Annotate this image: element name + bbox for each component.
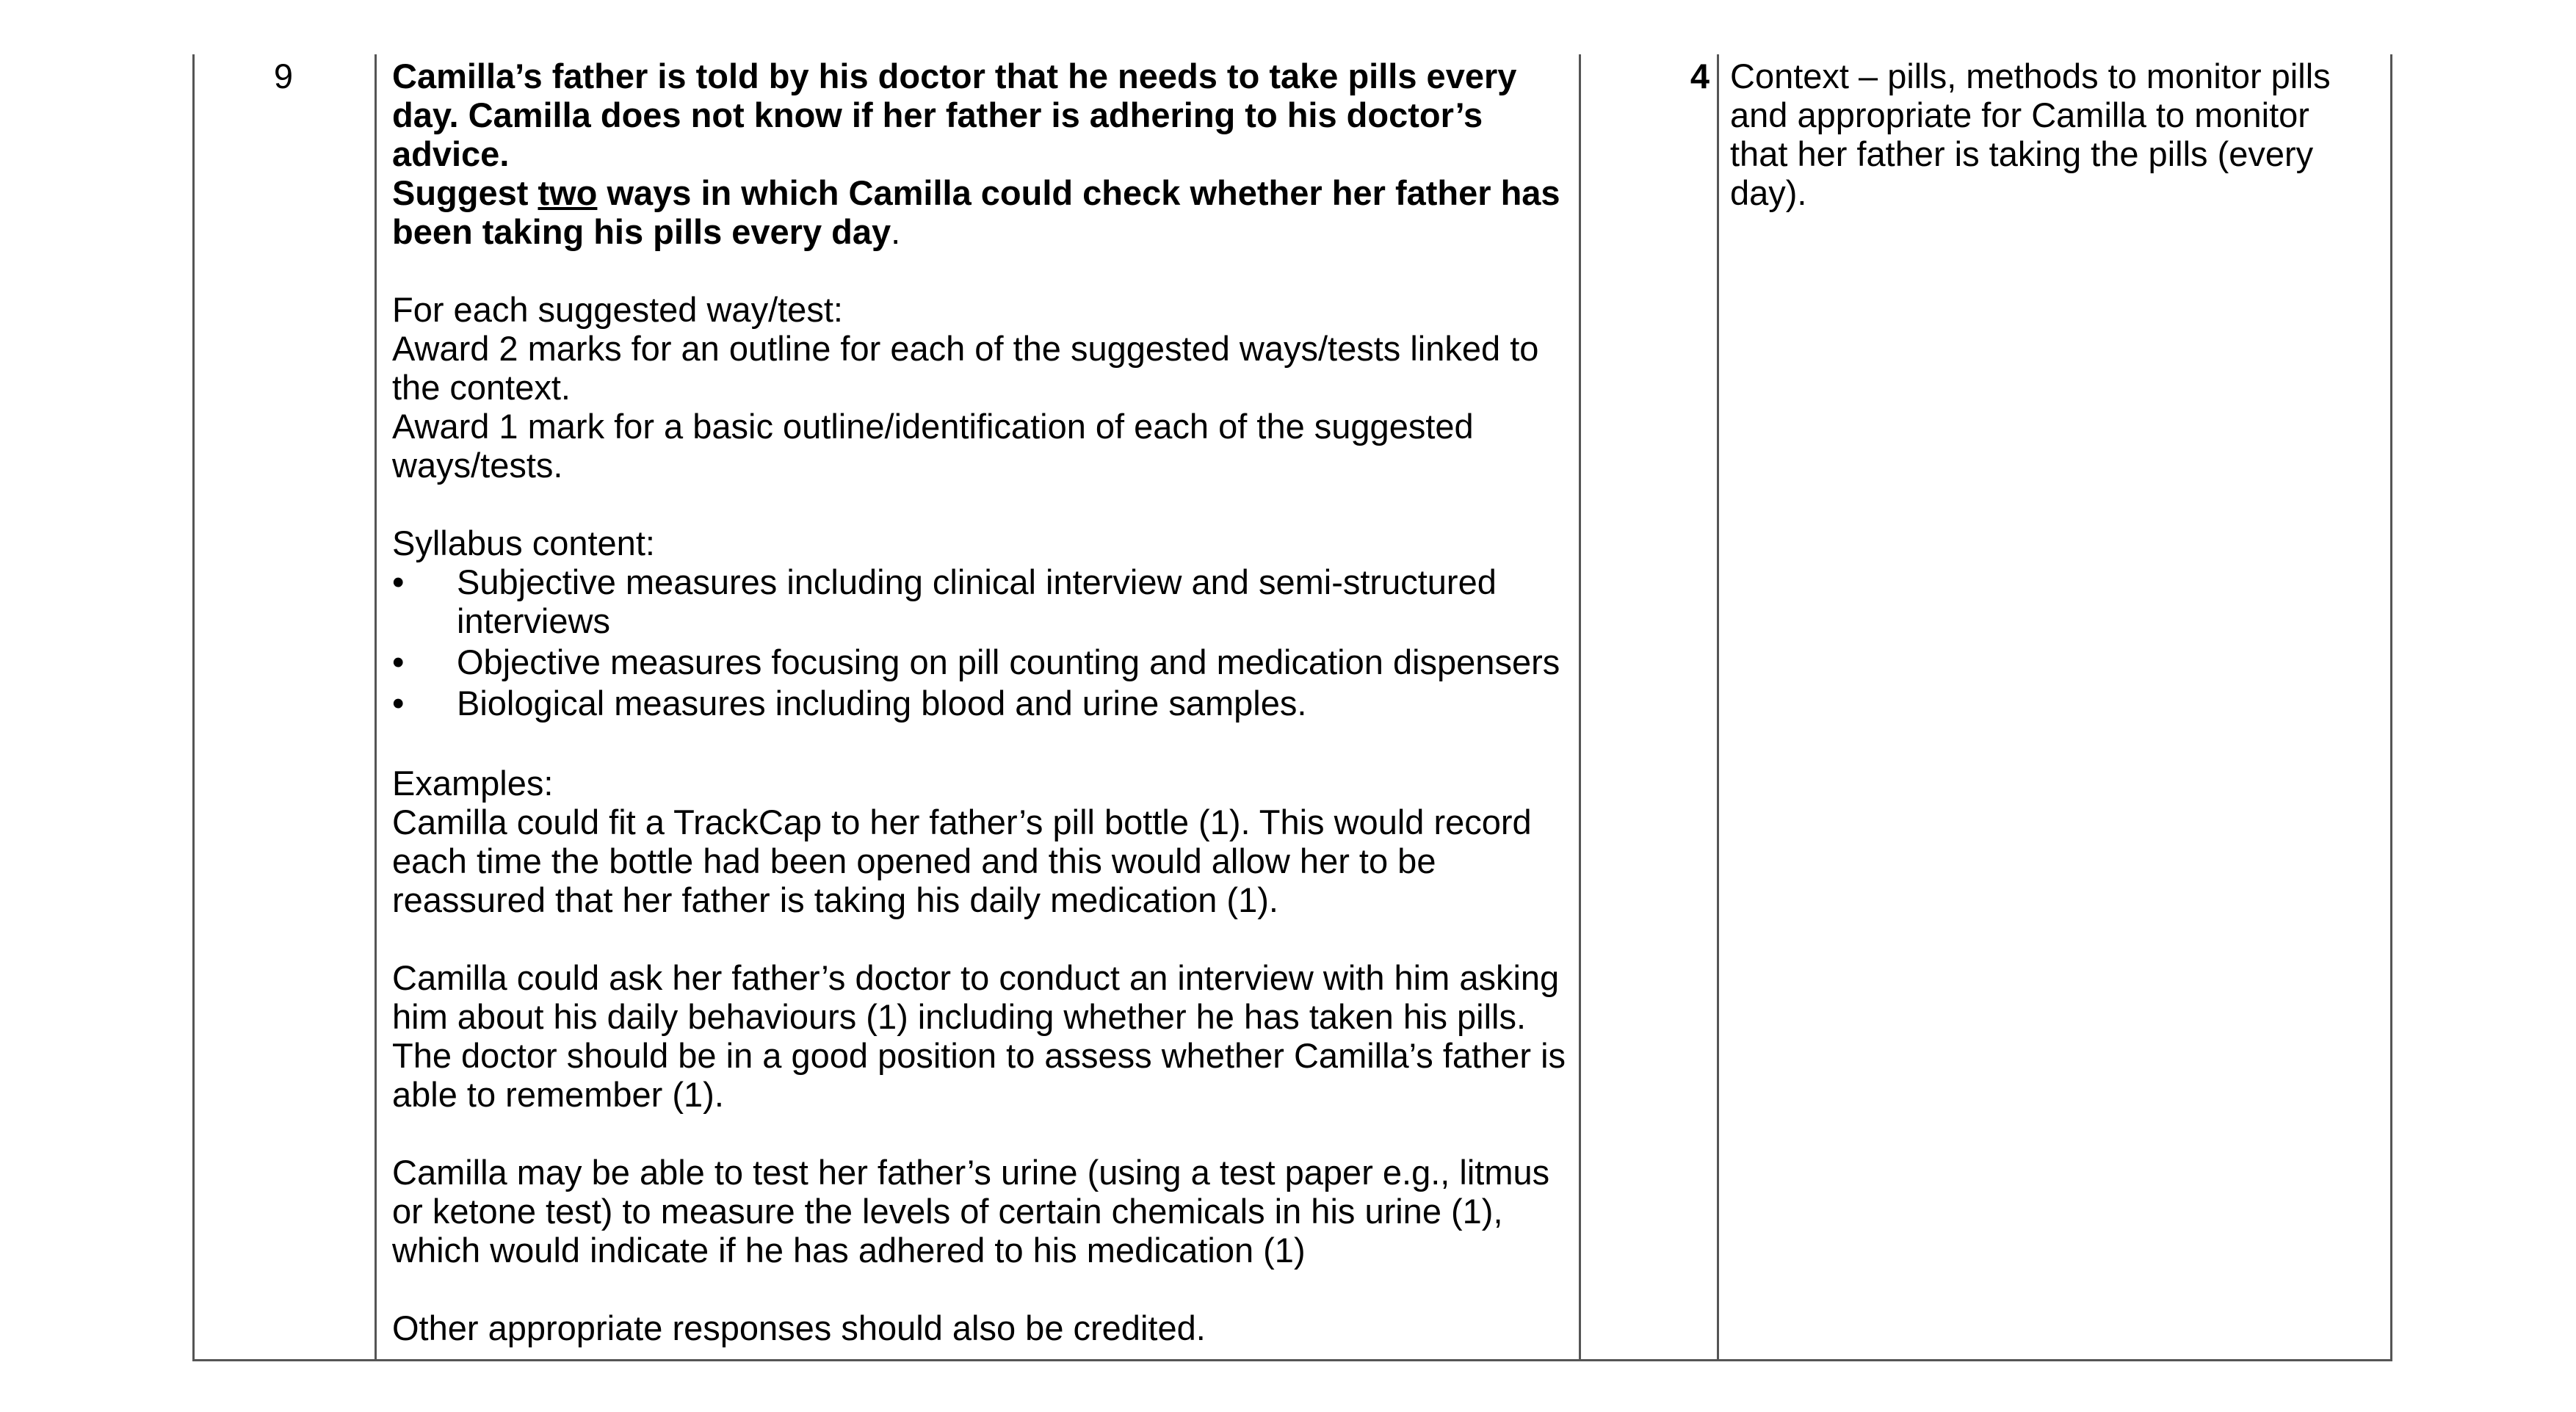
list-item: • Subjective measures including clinical interview and semi-structured interviews bbox=[392, 562, 1497, 640]
marking-intro: For each suggested way/test: bbox=[392, 290, 843, 329]
example-paragraph: Camilla may be able to test her father’s urine (using a test paper e.g., litmus or ketone test) to measure the levels of certain chemicals in his urine (1), which would indicate if he has adhered to his medication (1) bbox=[392, 1153, 1550, 1270]
underlined-two: two bbox=[538, 173, 598, 212]
syllabus-heading: Syllabus content: bbox=[392, 524, 655, 562]
example-paragraph: Camilla could fit a TrackCap to her father’s pill bottle (1). This would record each time the bottle had been opened and this would allow her to be reassured that her father is taking his daily medication (1). bbox=[392, 803, 1532, 919]
column-divider-1 bbox=[375, 54, 377, 1361]
marking-award-2: Award 2 marks for an outline for each of the suggested ways/tests linked to the context. bbox=[392, 329, 1539, 407]
question-number: 9 bbox=[273, 57, 294, 95]
column-divider-2 bbox=[1579, 54, 1581, 1361]
answer-cell bbox=[392, 57, 1567, 1347]
question-stem: Camilla’s father is told by his doctor that he needs to take pills every day. Camilla does not know if her father is adhering to his doctor’s advice. bbox=[392, 57, 1517, 173]
other-responses-note: Other appropriate responses should also be credited. bbox=[392, 1308, 1206, 1347]
column-divider-3 bbox=[1717, 54, 1719, 1361]
question-task: Suggest two ways in which Camilla could check whether her father has been taking his pills every day. bbox=[392, 173, 1560, 251]
bullet-icon: • bbox=[392, 684, 405, 723]
table-border-right bbox=[2390, 54, 2392, 1361]
example-paragraph: Camilla could ask her father’s doctor to conduct an interview with him asking him about his daily behaviours (1) including whether he has taken his pills. The doctor should be in a good position to assess whether Camilla’s father is able to remember (1). bbox=[392, 958, 1566, 1114]
guidance-text: Context – pills, methods to monitor pills and appropriate for Camilla to monitor that her father is taking the pills (every day). bbox=[1730, 57, 2331, 212]
table-border-left bbox=[192, 54, 195, 1361]
bullet-icon: • bbox=[392, 562, 405, 601]
list-item: • Biological measures including blood and urine samples. bbox=[392, 684, 1307, 723]
mark-scheme-table bbox=[192, 54, 2392, 1361]
syllabus-list bbox=[392, 562, 1567, 723]
bullet-icon: • bbox=[392, 642, 405, 681]
examples-heading: Examples: bbox=[392, 764, 554, 803]
list-item: • Objective measures focusing on pill counting and medication dispensers bbox=[392, 642, 1560, 681]
marks-value: 4 bbox=[1690, 57, 1710, 95]
marking-award-1: Award 1 mark for a basic outline/identification of each of the suggested ways/tests. bbox=[392, 407, 1474, 485]
